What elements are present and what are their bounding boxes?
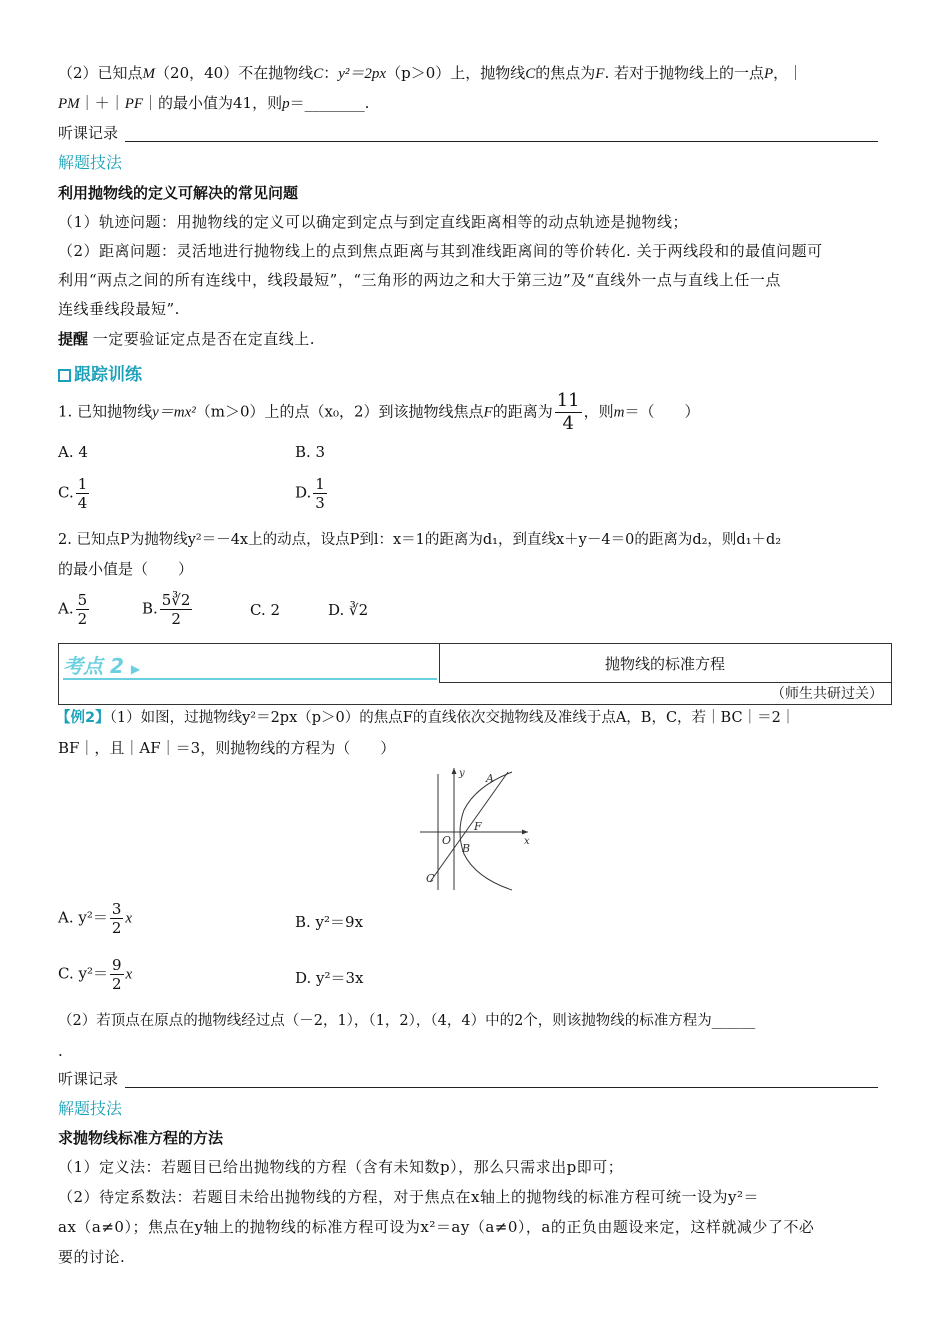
tech-2-item-2b: ax（a≠0）；焦点在y轴上的抛物线的标准方程可设为x²＝ay（a≠0），a的正负由题设来定，这样就减少了不必 bbox=[58, 1218, 815, 1236]
parabola-figure bbox=[416, 764, 536, 894]
tech-label: 解题技法 bbox=[58, 153, 123, 172]
record-label-2: 听课记录 bbox=[58, 1070, 119, 1088]
focal-line bbox=[430, 772, 508, 882]
tracking-title: 跟踪训练 bbox=[58, 364, 892, 386]
ex2-option-b: B. y²＝9x bbox=[295, 913, 364, 931]
remind: 提醒 一定要验证定点是否在定直线上. bbox=[58, 330, 316, 348]
question-2-line-1: 2. 已知点P为抛物线y²＝－4x上的动点，设点P到l：x＝1的距离为d₁，到直线x＋y－4＝0的距离为d₂，则d₁＋d₂ bbox=[58, 532, 782, 548]
kaodian-subtitle: （师生共研过关） bbox=[771, 686, 883, 702]
label-O: O bbox=[442, 834, 452, 847]
kaodian-label: 考点 2 ▶ bbox=[63, 654, 141, 678]
tech-2-item-2a: （2）待定系数法：若题目未给出抛物线的方程，对于焦点在x轴上的抛物线的标准方程可统一设为y²＝ bbox=[58, 1188, 759, 1206]
ex2-option-a-fraction: $\frac{3}{2}$ bbox=[111, 900, 122, 937]
label-F: F bbox=[474, 820, 482, 833]
example-2-part-2-line-2: . bbox=[58, 1042, 63, 1060]
problem-2-line-2: PM｜＋｜PF｜的最小值为41，则p＝________. bbox=[58, 94, 370, 112]
remind-label: 提醒 bbox=[58, 330, 89, 348]
label-A: A bbox=[486, 772, 494, 785]
record-label: 听课记录 bbox=[58, 124, 119, 142]
square-icon bbox=[58, 369, 71, 382]
tech-label-2: 解题技法 bbox=[58, 1099, 123, 1118]
tech-2-item-1: （1）定义法：若题目已给出抛物线的方程（含有未知数p），那么只需求出p即可； bbox=[58, 1158, 624, 1176]
kaodian-box bbox=[58, 643, 892, 705]
record-line-2 bbox=[125, 1087, 878, 1088]
fraction-11-4: $\frac{11}{4}$ bbox=[556, 390, 580, 434]
q2-option-c: C. 2 bbox=[250, 601, 281, 619]
question-1: 1. 已知抛物线y＝mx²（m＞0）上的点（x₀，2）到该抛物线焦点F的距离为 $\frac{11}{4}$ ，则m＝（ ） bbox=[58, 390, 700, 434]
kaodian-underline bbox=[63, 678, 437, 680]
x-axis-arrow bbox=[522, 830, 528, 835]
example-2-line-2: BF｜，且｜AF｜＝3，则抛物线的方程为（ ） bbox=[58, 739, 396, 757]
label-y: y bbox=[459, 768, 465, 779]
tech-2-item-2c: 要的讨论. bbox=[58, 1248, 126, 1266]
q1-option-b: B. 3 bbox=[295, 443, 326, 461]
q2-option-b-fraction: $\frac{5∛2}{2}$ bbox=[161, 591, 191, 628]
question-2-line-2: 的最小值是（ ） bbox=[58, 560, 194, 578]
label-B: B bbox=[462, 842, 471, 855]
q1-option-c-fraction: $\frac{1}{4}$ bbox=[77, 475, 88, 512]
q1-option-d-fraction: $\frac{1}{3}$ bbox=[315, 475, 325, 512]
tech-2-title: 求抛物线标准方程的方法 bbox=[58, 1129, 224, 1147]
q2-option-b: B. $\frac{5∛2}{2}$ bbox=[142, 591, 191, 628]
q2-option-a-fraction: $\frac{5}{2}$ bbox=[77, 591, 88, 628]
example-2-line-1: 【例2】（1）如图，过抛物线y²＝2px（p＞0）的焦点F的直线依次交抛物线及准线于点A，B，C，若｜BC｜＝2｜ bbox=[56, 710, 796, 726]
ex2-option-c-fraction: $\frac{9}{2}$ bbox=[111, 956, 122, 993]
q1-option-a: A. 4 bbox=[58, 443, 88, 461]
q1-option-c: C. $\frac{1}{4}$ bbox=[58, 475, 88, 512]
example-2-part-2-line-1: （2）若顶点在原点的抛物线经过点（－2，1），（1，2），（4，4）中的2个，则该抛物线的标准方程为______ bbox=[58, 1013, 756, 1029]
tech-item-2c: 连线垂线段最短”. bbox=[58, 300, 180, 318]
parabola-curve bbox=[460, 772, 512, 890]
tech-item-1: （1）轨迹问题：用抛物线的定义可以确定到定点与到定直线距离相等的动点轨迹是抛物线； bbox=[58, 213, 689, 231]
y-axis-arrow bbox=[452, 768, 457, 774]
kaodian-title: 抛物线的标准方程 bbox=[439, 644, 891, 683]
example-2-tag: 【例2】 bbox=[56, 710, 110, 726]
label-x: x bbox=[524, 836, 530, 847]
tech-item-2a: （2）距离问题：灵活地进行抛物线上的点到焦点距离与其到准线距离间的等价转化. 关于两线段和的最值问题可 bbox=[58, 242, 823, 260]
ex2-option-c: C. y²＝ $\frac{9}{2}$ x bbox=[58, 956, 133, 993]
ex2-option-a: A. y²＝ $\frac{3}{2}$ x bbox=[58, 900, 133, 937]
problem-2-line-1: （2）已知点M（20，40）不在抛物线C：y²＝2px（p＞0）上，抛物线C的焦点为F. 若对于抛物线上的一点P，｜ bbox=[58, 64, 804, 82]
record-line bbox=[125, 141, 878, 142]
q2-option-d: D. ∛2 bbox=[328, 601, 369, 619]
kaodian-label-cell bbox=[59, 644, 440, 682]
q1-option-d: D. $\frac{1}{3}$ bbox=[295, 475, 325, 512]
tech-title: 利用抛物线的定义可解决的常见问题 bbox=[58, 184, 299, 202]
tech-item-2b: 利用“两点之间的所有连线中，线段最短”，“三角形的两边之和大于第三边”及“直线外一点与直线上任一点 bbox=[58, 271, 781, 289]
ex2-option-d: D. y²＝3x bbox=[295, 969, 364, 987]
label-C: C bbox=[426, 872, 435, 885]
q2-option-a: A. $\frac{5}{2}$ bbox=[58, 591, 88, 628]
